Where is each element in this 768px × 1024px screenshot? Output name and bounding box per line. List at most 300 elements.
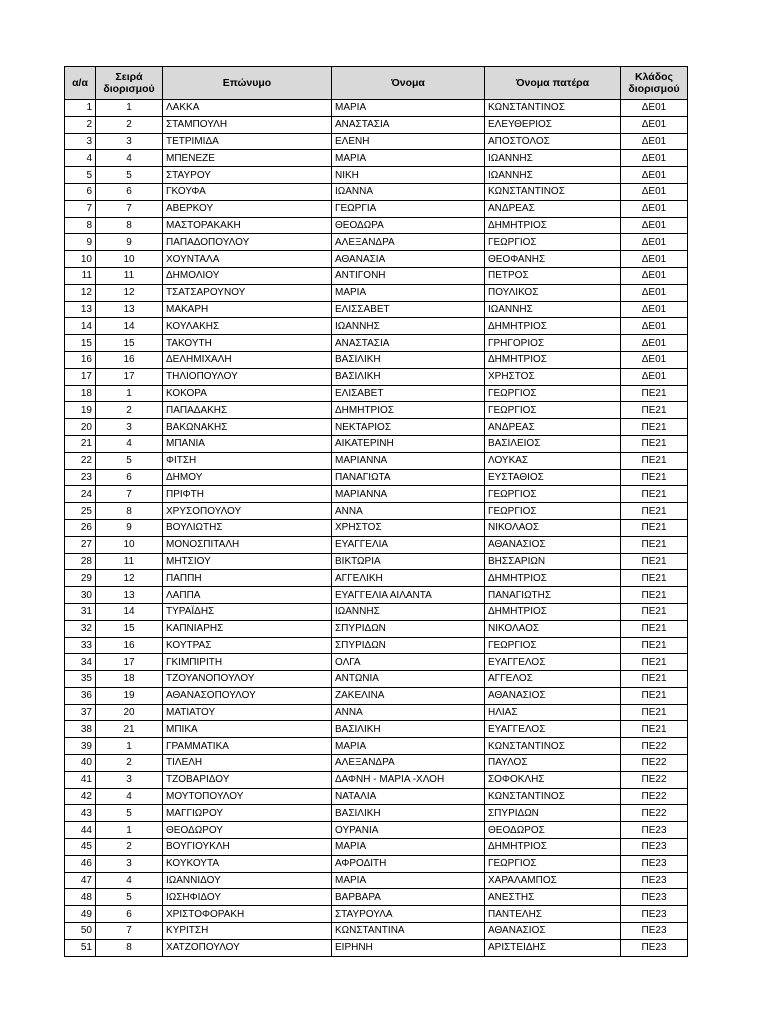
- cell-appointment-branch: ΠΕ23: [621, 872, 688, 889]
- cell-appointment-branch: ΔΕ01: [621, 183, 688, 200]
- cell-appointment-order: 16: [96, 637, 163, 654]
- cell-surname: ΧΟΥΝΤΑΛΑ: [163, 251, 332, 268]
- cell-appointment-branch: ΠΕ22: [621, 788, 688, 805]
- cell-appointment-order: 13: [96, 587, 163, 604]
- cell-appointment-order: 8: [96, 503, 163, 520]
- cell-serial-number: 10: [65, 251, 96, 268]
- cell-serial-number: 37: [65, 704, 96, 721]
- cell-appointment-order: 21: [96, 721, 163, 738]
- cell-appointment-order: 7: [96, 923, 163, 940]
- cell-father-name: ΧΡΗΣΤΟΣ: [485, 368, 621, 385]
- cell-appointment-order: 1: [96, 385, 163, 402]
- cell-appointment-order: 3: [96, 133, 163, 150]
- cell-appointment-branch: ΔΕ01: [621, 251, 688, 268]
- cell-first-name: ΚΩΝΣΤΑΝΤΙΝΑ: [332, 923, 485, 940]
- cell-surname: ΜΠΕΝΕΖΕ: [163, 150, 332, 167]
- cell-first-name: ΕΛΙΣΣΑΒΕΤ: [332, 301, 485, 318]
- cell-surname: ΘΕΟΔΩΡΟΥ: [163, 822, 332, 839]
- cell-appointment-branch: ΠΕ21: [621, 654, 688, 671]
- table-row: [65, 385, 688, 402]
- table-row: [65, 771, 688, 788]
- cell-appointment-branch: ΠΕ21: [621, 435, 688, 452]
- cell-father-name: ΓΕΩΡΓΙΟΣ: [485, 402, 621, 419]
- cell-surname: ΤΗΛΙΟΠΟΥΛΟΥ: [163, 368, 332, 385]
- cell-appointment-branch: ΠΕ22: [621, 738, 688, 755]
- cell-appointment-branch: ΔΕ01: [621, 335, 688, 352]
- table-row: [65, 284, 688, 301]
- cell-father-name: ΠΑΝΤΕΛΗΣ: [485, 906, 621, 923]
- cell-father-name: ΓΕΩΡΓΙΟΣ: [485, 855, 621, 872]
- cell-appointment-order: 14: [96, 603, 163, 620]
- cell-surname: ΤΥΡΑΪΔΗΣ: [163, 603, 332, 620]
- cell-serial-number: 3: [65, 133, 96, 150]
- cell-first-name: ΜΑΡΙΑ: [332, 839, 485, 856]
- cell-surname: ΠΑΠΑΔΑΚΗΣ: [163, 402, 332, 419]
- cell-surname: ΚΥΡΙΤΣΗ: [163, 923, 332, 940]
- cell-appointment-branch: ΔΕ01: [621, 133, 688, 150]
- table-row: [65, 486, 688, 503]
- cell-serial-number: 25: [65, 503, 96, 520]
- table-row: [65, 133, 688, 150]
- cell-serial-number: 15: [65, 335, 96, 352]
- table-row: [65, 587, 688, 604]
- cell-appointment-branch: ΠΕ21: [621, 519, 688, 536]
- cell-first-name: ΑΦΡΟΔΙΤΗ: [332, 855, 485, 872]
- cell-appointment-order: 3: [96, 771, 163, 788]
- cell-serial-number: 32: [65, 620, 96, 637]
- header-serial-number-label: α/α: [72, 77, 88, 89]
- cell-serial-number: 5: [65, 167, 96, 184]
- cell-appointment-branch: ΠΕ23: [621, 923, 688, 940]
- cell-surname: ΔΕΛΗΜΙΧΑΛΗ: [163, 351, 332, 368]
- cell-father-name: ΑΝΔΡΕΑΣ: [485, 419, 621, 436]
- cell-surname: ΙΩΑΝΝΙΔΟΥ: [163, 872, 332, 889]
- table-row: [65, 351, 688, 368]
- table-row: [65, 100, 688, 117]
- cell-appointment-order: 19: [96, 687, 163, 704]
- cell-surname: ΧΑΤΖΟΠΟΥΛΟΥ: [163, 939, 332, 956]
- cell-serial-number: 9: [65, 234, 96, 251]
- header-appointment-order-line1: Σειρά: [115, 71, 143, 83]
- cell-surname: ΜΠΑΝΙΑ: [163, 435, 332, 452]
- cell-appointment-branch: ΔΕ01: [621, 318, 688, 335]
- cell-appointment-branch: ΔΕ01: [621, 284, 688, 301]
- cell-surname: ΜΠΙΚΑ: [163, 721, 332, 738]
- cell-serial-number: 19: [65, 402, 96, 419]
- cell-father-name: ΑΠΟΣΤΟΛΟΣ: [485, 133, 621, 150]
- cell-first-name: ΜΑΡΙΑ: [332, 738, 485, 755]
- table-row: [65, 519, 688, 536]
- cell-first-name: ΜΑΡΙΑ: [332, 150, 485, 167]
- cell-serial-number: 33: [65, 637, 96, 654]
- table-row: [65, 603, 688, 620]
- cell-surname: ΑΒΕΡΚΟΥ: [163, 200, 332, 217]
- cell-father-name: ΧΑΡΑΛΑΜΠΟΣ: [485, 872, 621, 889]
- table-row: [65, 234, 688, 251]
- cell-appointment-branch: ΠΕ21: [621, 637, 688, 654]
- cell-serial-number: 30: [65, 587, 96, 604]
- cell-father-name: ΚΩΝΣΤΑΝΤΙΝΟΣ: [485, 100, 621, 117]
- table-row: [65, 150, 688, 167]
- cell-first-name: ΜΑΡΙΑΝΝΑ: [332, 486, 485, 503]
- cell-first-name: ΜΑΡΙΑ: [332, 872, 485, 889]
- cell-father-name: ΑΘΑΝΑΣΙΟΣ: [485, 687, 621, 704]
- cell-appointment-order: 17: [96, 368, 163, 385]
- cell-appointment-branch: ΠΕ22: [621, 771, 688, 788]
- cell-first-name: ΑΙΚΑΤΕΡΙΝΗ: [332, 435, 485, 452]
- cell-appointment-branch: ΔΕ01: [621, 200, 688, 217]
- header-appointment-order: [96, 67, 163, 100]
- cell-serial-number: 29: [65, 570, 96, 587]
- cell-surname: ΣΤΑΥΡΟΥ: [163, 167, 332, 184]
- cell-appointment-order: 8: [96, 217, 163, 234]
- cell-appointment-branch: ΠΕ21: [621, 419, 688, 436]
- cell-appointment-order: 10: [96, 536, 163, 553]
- cell-first-name: ΘΕΟΔΩΡΑ: [332, 217, 485, 234]
- cell-serial-number: 17: [65, 368, 96, 385]
- cell-appointment-order: 12: [96, 570, 163, 587]
- cell-appointment-branch: ΔΕ01: [621, 351, 688, 368]
- header-surname-label: Επώνυμο: [222, 77, 272, 89]
- cell-surname: ΚΟΥΚΟΥΤΑ: [163, 855, 332, 872]
- table-row: [65, 217, 688, 234]
- cell-appointment-branch: ΠΕ21: [621, 486, 688, 503]
- table-row: [65, 839, 688, 856]
- table-body: [65, 100, 688, 957]
- cell-appointment-branch: ΔΕ01: [621, 167, 688, 184]
- cell-serial-number: 21: [65, 435, 96, 452]
- table-row: [65, 855, 688, 872]
- cell-serial-number: 41: [65, 771, 96, 788]
- cell-appointment-order: 4: [96, 872, 163, 889]
- table-row: [65, 738, 688, 755]
- cell-appointment-order: 6: [96, 906, 163, 923]
- cell-first-name: ΕΥΑΓΓΕΛΙΑ ΑΙΛΑΝΤΑ: [332, 587, 485, 604]
- cell-appointment-branch: ΠΕ23: [621, 889, 688, 906]
- cell-first-name: ΒΙΚΤΩΡΙΑ: [332, 553, 485, 570]
- cell-first-name: ΜΑΡΙΑΝΝΑ: [332, 452, 485, 469]
- cell-father-name: ΙΩΑΝΝΗΣ: [485, 167, 621, 184]
- cell-first-name: ΑΝΝΑ: [332, 704, 485, 721]
- cell-father-name: ΔΗΜΗΤΡΙΟΣ: [485, 318, 621, 335]
- cell-appointment-order: 2: [96, 755, 163, 772]
- cell-surname: ΧΡΥΣΟΠΟΥΛΟΥ: [163, 503, 332, 520]
- cell-father-name: ΕΥΑΓΓΕΛΟΣ: [485, 654, 621, 671]
- cell-father-name: ΑΝΔΡΕΑΣ: [485, 200, 621, 217]
- cell-father-name: ΒΗΣΣΑΡΙΩΝ: [485, 553, 621, 570]
- cell-first-name: ΒΑΡΒΑΡΑ: [332, 889, 485, 906]
- table-header: [65, 67, 688, 100]
- cell-father-name: ΘΕΟΦΑΝΗΣ: [485, 251, 621, 268]
- cell-appointment-order: 16: [96, 351, 163, 368]
- table-row: [65, 553, 688, 570]
- cell-surname: ΚΟΚΟΡΑ: [163, 385, 332, 402]
- cell-appointment-branch: ΠΕ21: [621, 469, 688, 486]
- cell-surname: ΤΖΟΥΑΝΟΠΟΥΛΟΥ: [163, 671, 332, 688]
- cell-surname: ΙΩΣΗΦΙΔΟΥ: [163, 889, 332, 906]
- cell-father-name: ΠΑΥΛΟΣ: [485, 755, 621, 772]
- cell-first-name: ΑΝΤΙΓΟΝΗ: [332, 267, 485, 284]
- cell-serial-number: 16: [65, 351, 96, 368]
- cell-surname: ΜΑΤΙΑΤΟΥ: [163, 704, 332, 721]
- cell-appointment-branch: ΔΕ01: [621, 301, 688, 318]
- cell-appointment-branch: ΠΕ22: [621, 755, 688, 772]
- table-row: [65, 654, 688, 671]
- cell-first-name: ΣΠΥΡΙΔΩΝ: [332, 620, 485, 637]
- cell-father-name: ΔΗΜΗΤΡΙΟΣ: [485, 217, 621, 234]
- cell-surname: ΜΑΚΑΡΗ: [163, 301, 332, 318]
- cell-father-name: ΔΗΜΗΤΡΙΟΣ: [485, 351, 621, 368]
- cell-serial-number: 20: [65, 419, 96, 436]
- cell-appointment-order: 5: [96, 889, 163, 906]
- cell-appointment-branch: ΠΕ21: [621, 721, 688, 738]
- cell-serial-number: 35: [65, 671, 96, 688]
- cell-serial-number: 40: [65, 755, 96, 772]
- cell-serial-number: 27: [65, 536, 96, 553]
- cell-serial-number: 44: [65, 822, 96, 839]
- header-row: [65, 67, 688, 100]
- cell-appointment-branch: ΔΕ01: [621, 150, 688, 167]
- cell-surname: ΓΡΑΜΜΑΤΙΚΑ: [163, 738, 332, 755]
- table-row: [65, 570, 688, 587]
- cell-appointment-order: 10: [96, 251, 163, 268]
- cell-serial-number: 50: [65, 923, 96, 940]
- cell-father-name: ΣΠΥΡΙΔΩΝ: [485, 805, 621, 822]
- cell-appointment-order: 5: [96, 167, 163, 184]
- cell-first-name: ΙΩΑΝΝΑ: [332, 183, 485, 200]
- cell-appointment-branch: ΠΕ21: [621, 402, 688, 419]
- cell-serial-number: 46: [65, 855, 96, 872]
- cell-appointment-branch: ΠΕ21: [621, 687, 688, 704]
- table-row: [65, 906, 688, 923]
- table-row: [65, 620, 688, 637]
- cell-surname: ΚΑΠΝΙΑΡΗΣ: [163, 620, 332, 637]
- cell-father-name: ΕΥΑΓΓΕΛΟΣ: [485, 721, 621, 738]
- table-row: [65, 637, 688, 654]
- cell-serial-number: 45: [65, 839, 96, 856]
- cell-father-name: ΓΕΩΡΓΙΟΣ: [485, 637, 621, 654]
- header-serial-number: [65, 67, 96, 100]
- table-row: [65, 200, 688, 217]
- cell-serial-number: 18: [65, 385, 96, 402]
- cell-father-name: ΓΕΩΡΓΙΟΣ: [485, 503, 621, 520]
- cell-first-name: ΕΛΕΝΗ: [332, 133, 485, 150]
- cell-appointment-order: 9: [96, 519, 163, 536]
- cell-first-name: ΟΥΡΑΝΙΑ: [332, 822, 485, 839]
- cell-father-name: ΙΩΑΝΝΗΣ: [485, 301, 621, 318]
- cell-first-name: ΒΑΣΙΛΙΚΗ: [332, 351, 485, 368]
- cell-serial-number: 28: [65, 553, 96, 570]
- cell-surname: ΔΗΜΟΛΙΟΥ: [163, 267, 332, 284]
- table-row: [65, 368, 688, 385]
- table-row: [65, 452, 688, 469]
- cell-father-name: ΕΛΕΥΘΕΡΙΟΣ: [485, 116, 621, 133]
- cell-appointment-branch: ΔΕ01: [621, 100, 688, 117]
- cell-serial-number: 23: [65, 469, 96, 486]
- cell-surname: ΜΟΝΟΣΠΙΤΑΛΗ: [163, 536, 332, 553]
- cell-father-name: ΑΓΓΕΛΟΣ: [485, 671, 621, 688]
- cell-appointment-branch: ΠΕ21: [621, 553, 688, 570]
- cell-father-name: ΠΟΥΛΙΚΟΣ: [485, 284, 621, 301]
- header-first-name: [332, 67, 485, 100]
- cell-appointment-branch: ΠΕ21: [621, 452, 688, 469]
- cell-first-name: ΖΑΚΕΛΙΝΑ: [332, 687, 485, 704]
- table-row: [65, 671, 688, 688]
- cell-appointment-branch: ΠΕ21: [621, 671, 688, 688]
- cell-appointment-branch: ΠΕ21: [621, 620, 688, 637]
- cell-father-name: ΛΟΥΚΑΣ: [485, 452, 621, 469]
- cell-serial-number: 47: [65, 872, 96, 889]
- cell-father-name: ΑΘΑΝΑΣΙΟΣ: [485, 923, 621, 940]
- cell-serial-number: 31: [65, 603, 96, 620]
- header-father-name: [485, 67, 621, 100]
- cell-serial-number: 2: [65, 116, 96, 133]
- cell-father-name: ΝΙΚΟΛΑΟΣ: [485, 519, 621, 536]
- cell-serial-number: 38: [65, 721, 96, 738]
- cell-appointment-branch: ΔΕ01: [621, 116, 688, 133]
- cell-surname: ΓΚΙΜΠΙΡΙΤΗ: [163, 654, 332, 671]
- cell-serial-number: 8: [65, 217, 96, 234]
- table-row: [65, 335, 688, 352]
- cell-surname: ΓΚΟΥΦΑ: [163, 183, 332, 200]
- cell-appointment-branch: ΠΕ21: [621, 603, 688, 620]
- cell-first-name: ΙΩΑΝΝΗΣ: [332, 318, 485, 335]
- cell-first-name: ΔΗΜΗΤΡΙΟΣ: [332, 402, 485, 419]
- cell-appointment-order: 9: [96, 234, 163, 251]
- header-surname: [163, 67, 332, 100]
- cell-appointment-branch: ΠΕ21: [621, 570, 688, 587]
- cell-surname: ΤΣΑΤΣΑΡΟΥΝΟΥ: [163, 284, 332, 301]
- cell-appointment-order: 4: [96, 150, 163, 167]
- cell-appointment-branch: ΠΕ21: [621, 704, 688, 721]
- cell-serial-number: 11: [65, 267, 96, 284]
- cell-appointment-order: 17: [96, 654, 163, 671]
- cell-appointment-order: 4: [96, 435, 163, 452]
- cell-surname: ΛΑΠΠΑ: [163, 587, 332, 604]
- cell-first-name: ΑΝΝΑ: [332, 503, 485, 520]
- table-row: [65, 183, 688, 200]
- table-row: [65, 872, 688, 889]
- cell-appointment-branch: ΔΕ01: [621, 267, 688, 284]
- cell-surname: ΑΘΑΝΑΣΟΠΟΥΛΟΥ: [163, 687, 332, 704]
- cell-appointment-order: 14: [96, 318, 163, 335]
- table-row: [65, 788, 688, 805]
- cell-appointment-order: 5: [96, 452, 163, 469]
- cell-first-name: ΣΤΑΥΡΟΥΛΑ: [332, 906, 485, 923]
- cell-father-name: ΔΗΜΗΤΡΙΟΣ: [485, 570, 621, 587]
- cell-serial-number: 14: [65, 318, 96, 335]
- table-row: [65, 251, 688, 268]
- table-row: [65, 721, 688, 738]
- table-row: [65, 889, 688, 906]
- cell-serial-number: 6: [65, 183, 96, 200]
- cell-first-name: ΑΛΕΞΑΝΔΡΑ: [332, 234, 485, 251]
- cell-appointment-branch: ΠΕ23: [621, 855, 688, 872]
- cell-first-name: ΝΙΚΗ: [332, 167, 485, 184]
- cell-first-name: ΜΑΡΙΑ: [332, 284, 485, 301]
- table-row: [65, 755, 688, 772]
- cell-appointment-order: 3: [96, 419, 163, 436]
- cell-appointment-branch: ΠΕ21: [621, 587, 688, 604]
- cell-father-name: ΚΩΝΣΤΑΝΤΙΝΟΣ: [485, 738, 621, 755]
- cell-appointment-order: 13: [96, 301, 163, 318]
- cell-appointment-order: 6: [96, 183, 163, 200]
- cell-serial-number: 22: [65, 452, 96, 469]
- cell-father-name: ΚΩΝΣΤΑΝΤΙΝΟΣ: [485, 788, 621, 805]
- cell-first-name: ΟΛΓΑ: [332, 654, 485, 671]
- cell-appointment-branch: ΠΕ23: [621, 906, 688, 923]
- cell-surname: ΠΑΠΑΔΟΠΟΥΛΟΥ: [163, 234, 332, 251]
- cell-surname: ΒΟΥΛΙΩΤΗΣ: [163, 519, 332, 536]
- cell-surname: ΤΕΤΡΙΜΙΔΑ: [163, 133, 332, 150]
- cell-surname: ΔΗΜΟΥ: [163, 469, 332, 486]
- cell-first-name: ΝΑΤΑΛΙΑ: [332, 788, 485, 805]
- cell-serial-number: 24: [65, 486, 96, 503]
- cell-appointment-branch: ΠΕ23: [621, 939, 688, 956]
- cell-father-name: ΓΕΩΡΓΙΟΣ: [485, 486, 621, 503]
- cell-appointment-branch: ΠΕ22: [621, 805, 688, 822]
- cell-serial-number: 12: [65, 284, 96, 301]
- cell-appointment-branch: ΠΕ21: [621, 385, 688, 402]
- cell-appointment-branch: ΔΕ01: [621, 234, 688, 251]
- cell-first-name: ΔΑΦΝΗ - ΜΑΡΙΑ -ΧΛΟΗ: [332, 771, 485, 788]
- cell-surname: ΜΟΥΤΟΠΟΥΛΟΥ: [163, 788, 332, 805]
- header-father-name-label: Όνομα πατέρα: [515, 77, 590, 89]
- cell-father-name: ΔΗΜΗΤΡΙΟΣ: [485, 603, 621, 620]
- table-row: [65, 419, 688, 436]
- table-row: [65, 167, 688, 184]
- cell-appointment-order: 4: [96, 788, 163, 805]
- cell-appointment-order: 8: [96, 939, 163, 956]
- cell-father-name: ΓΕΩΡΓΙΟΣ: [485, 234, 621, 251]
- cell-first-name: ΒΑΣΙΛΙΚΗ: [332, 368, 485, 385]
- cell-appointment-order: 2: [96, 402, 163, 419]
- cell-father-name: ΠΑΝΑΓΙΩΤΗΣ: [485, 587, 621, 604]
- cell-father-name: ΔΗΜΗΤΡΙΟΣ: [485, 839, 621, 856]
- cell-first-name: ΝΕΚΤΑΡΙΟΣ: [332, 419, 485, 436]
- cell-surname: ΜΑΣΤΟΡΑΚΑΚΗ: [163, 217, 332, 234]
- appointments-table: [64, 66, 688, 957]
- cell-first-name: ΕΛΙΣΑΒΕΤ: [332, 385, 485, 402]
- cell-appointment-order: 11: [96, 553, 163, 570]
- table-row: [65, 503, 688, 520]
- cell-surname: ΠΑΠΠΗ: [163, 570, 332, 587]
- cell-first-name: ΑΛΕΞΑΝΔΡΑ: [332, 755, 485, 772]
- cell-serial-number: 43: [65, 805, 96, 822]
- cell-appointment-branch: ΠΕ23: [621, 839, 688, 856]
- table-row: [65, 536, 688, 553]
- cell-surname: ΒΑΚΩΝΑΚΗΣ: [163, 419, 332, 436]
- cell-first-name: ΑΝΤΩΝΙΑ: [332, 671, 485, 688]
- cell-first-name: ΠΑΝΑΓΙΩΤΑ: [332, 469, 485, 486]
- cell-appointment-branch: ΠΕ21: [621, 536, 688, 553]
- cell-appointment-order: 18: [96, 671, 163, 688]
- cell-serial-number: 7: [65, 200, 96, 217]
- cell-father-name: ΕΥΣΤΑΘΙΟΣ: [485, 469, 621, 486]
- cell-appointment-order: 11: [96, 267, 163, 284]
- cell-first-name: ΓΕΩΡΓΙΑ: [332, 200, 485, 217]
- table-row: [65, 939, 688, 956]
- cell-first-name: ΙΩΑΝΝΗΣ: [332, 603, 485, 620]
- cell-appointment-order: 15: [96, 620, 163, 637]
- cell-surname: ΛΑΚΚΑ: [163, 100, 332, 117]
- table-row: [65, 116, 688, 133]
- header-appointment-branch: [621, 67, 688, 100]
- table-row: [65, 687, 688, 704]
- cell-surname: ΣΤΑΜΠΟΥΛΗ: [163, 116, 332, 133]
- cell-father-name: ΑΡΙΣΤΕΙΔΗΣ: [485, 939, 621, 956]
- table-row: [65, 469, 688, 486]
